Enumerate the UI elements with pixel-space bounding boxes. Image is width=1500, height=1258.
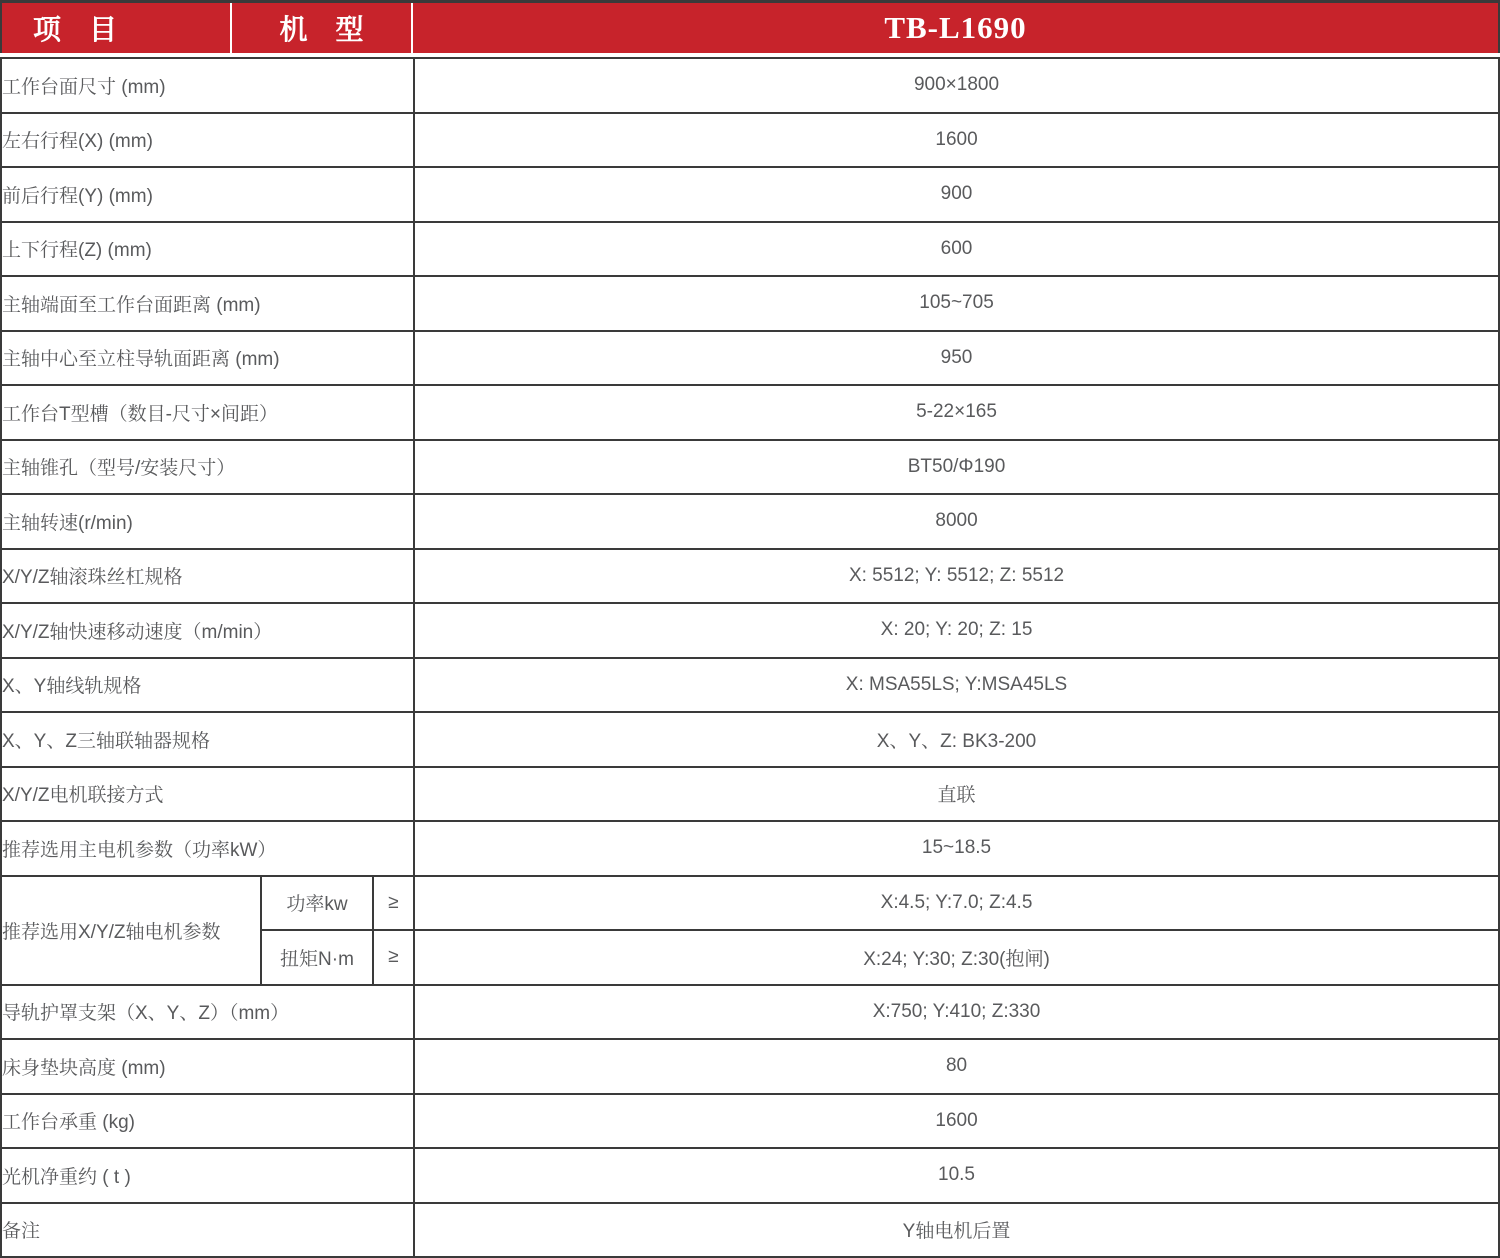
spec-value: 950 — [414, 331, 1499, 386]
spec-value: 15~18.5 — [414, 821, 1499, 876]
spec-value: X: 20; Y: 20; Z: 15 — [414, 603, 1499, 658]
spec-label: 推荐选用主电机参数（功率kW） — [1, 821, 414, 876]
spec-value: 900×1800 — [414, 58, 1499, 113]
spec-value: 80 — [414, 1039, 1499, 1094]
spec-label: X/Y/Z轴滚珠丝杠规格 — [1, 549, 414, 604]
table-row — [1, 276, 1499, 331]
motor-param-label: 扭矩N·m — [261, 930, 373, 985]
table-row — [1, 440, 1499, 495]
motor-param-label: 功率kw — [261, 876, 373, 931]
greater-equal-symbol: ≥ — [373, 876, 414, 931]
table-row — [1, 1094, 1499, 1149]
spec-value: X: 5512; Y: 5512; Z: 5512 — [414, 549, 1499, 604]
spec-value: 1600 — [414, 113, 1499, 168]
spec-value: 105~705 — [414, 276, 1499, 331]
spec-label: 工作台T型槽（数目-尺寸×间距） — [1, 385, 414, 440]
table-row — [1, 549, 1499, 604]
spec-label-motor-group: 推荐选用X/Y/Z轴电机参数 — [1, 876, 261, 985]
header-model-value: TB-L1690 — [884, 10, 1027, 45]
spec-value: X:750; Y:410; Z:330 — [414, 985, 1499, 1040]
spec-label: 工作台面尺寸 (mm) — [1, 58, 414, 113]
spec-label: X、Y、Z三轴联轴器规格 — [1, 712, 414, 767]
table-row — [1, 58, 1499, 113]
header-model-label: 机 型 — [279, 14, 364, 45]
spec-value: 10.5 — [414, 1148, 1499, 1203]
spec-label: X/Y/Z电机联接方式 — [1, 767, 414, 822]
header-item-label: 项 目 — [33, 14, 118, 45]
spec-label: 主轴转速(r/min) — [1, 494, 414, 549]
spec-label: 主轴中心至立柱导轨面距离 (mm) — [1, 331, 414, 386]
table-row — [1, 985, 1499, 1040]
spec-label: 主轴端面至工作台面距离 (mm) — [1, 276, 414, 331]
table-row-motor-power — [1, 876, 1499, 931]
spec-label: 左右行程(X) (mm) — [1, 113, 414, 168]
spec-value: 600 — [414, 222, 1499, 277]
spec-value: 8000 — [414, 494, 1499, 549]
spec-value: 直联 — [414, 767, 1499, 822]
table-row — [1, 712, 1499, 767]
spec-value: 5-22×165 — [414, 385, 1499, 440]
spec-label: 工作台承重 (kg) — [1, 1094, 414, 1149]
spec-label: X、Y轴线轨规格 — [1, 658, 414, 713]
table-row — [1, 1148, 1499, 1203]
table-row — [1, 494, 1499, 549]
spec-value: X: MSA55LS; Y:MSA45LS — [414, 658, 1499, 713]
table-row — [1, 658, 1499, 713]
table-row — [1, 222, 1499, 277]
spec-label: 光机净重约 ( t ) — [1, 1148, 414, 1203]
spec-label: 上下行程(Z) (mm) — [1, 222, 414, 277]
spec-label: 导轨护罩支架（X、Y、Z）（mm） — [1, 985, 414, 1040]
spec-value: X、Y、Z: BK3-200 — [414, 712, 1499, 767]
spec-table — [0, 57, 1500, 1258]
spec-label: 备注 — [1, 1203, 414, 1258]
table-row — [1, 167, 1499, 222]
spec-value: Y轴电机后置 — [414, 1203, 1499, 1258]
greater-equal-symbol: ≥ — [373, 930, 414, 985]
table-row — [1, 385, 1499, 440]
spec-label: 床身垫块高度 (mm) — [1, 1039, 414, 1094]
spec-value: BT50/Φ190 — [414, 440, 1499, 495]
table-row — [1, 1039, 1499, 1094]
spec-value: X:4.5; Y:7.0; Z:4.5 — [414, 876, 1499, 931]
table-row — [1, 1203, 1499, 1258]
table-row — [1, 113, 1499, 168]
table-row — [1, 331, 1499, 386]
spec-label: 主轴锥孔（型号/安装尺寸） — [1, 440, 414, 495]
table-row — [1, 767, 1499, 822]
spec-label: X/Y/Z轴快速移动速度（m/min） — [1, 603, 414, 658]
table-row — [1, 603, 1499, 658]
spec-value: 1600 — [414, 1094, 1499, 1149]
spec-value: 900 — [414, 167, 1499, 222]
table-row — [1, 821, 1499, 876]
spec-label: 前后行程(Y) (mm) — [1, 167, 414, 222]
spec-value: X:24; Y:30; Z:30(抱闸) — [414, 930, 1499, 985]
table-header — [0, 0, 1500, 53]
